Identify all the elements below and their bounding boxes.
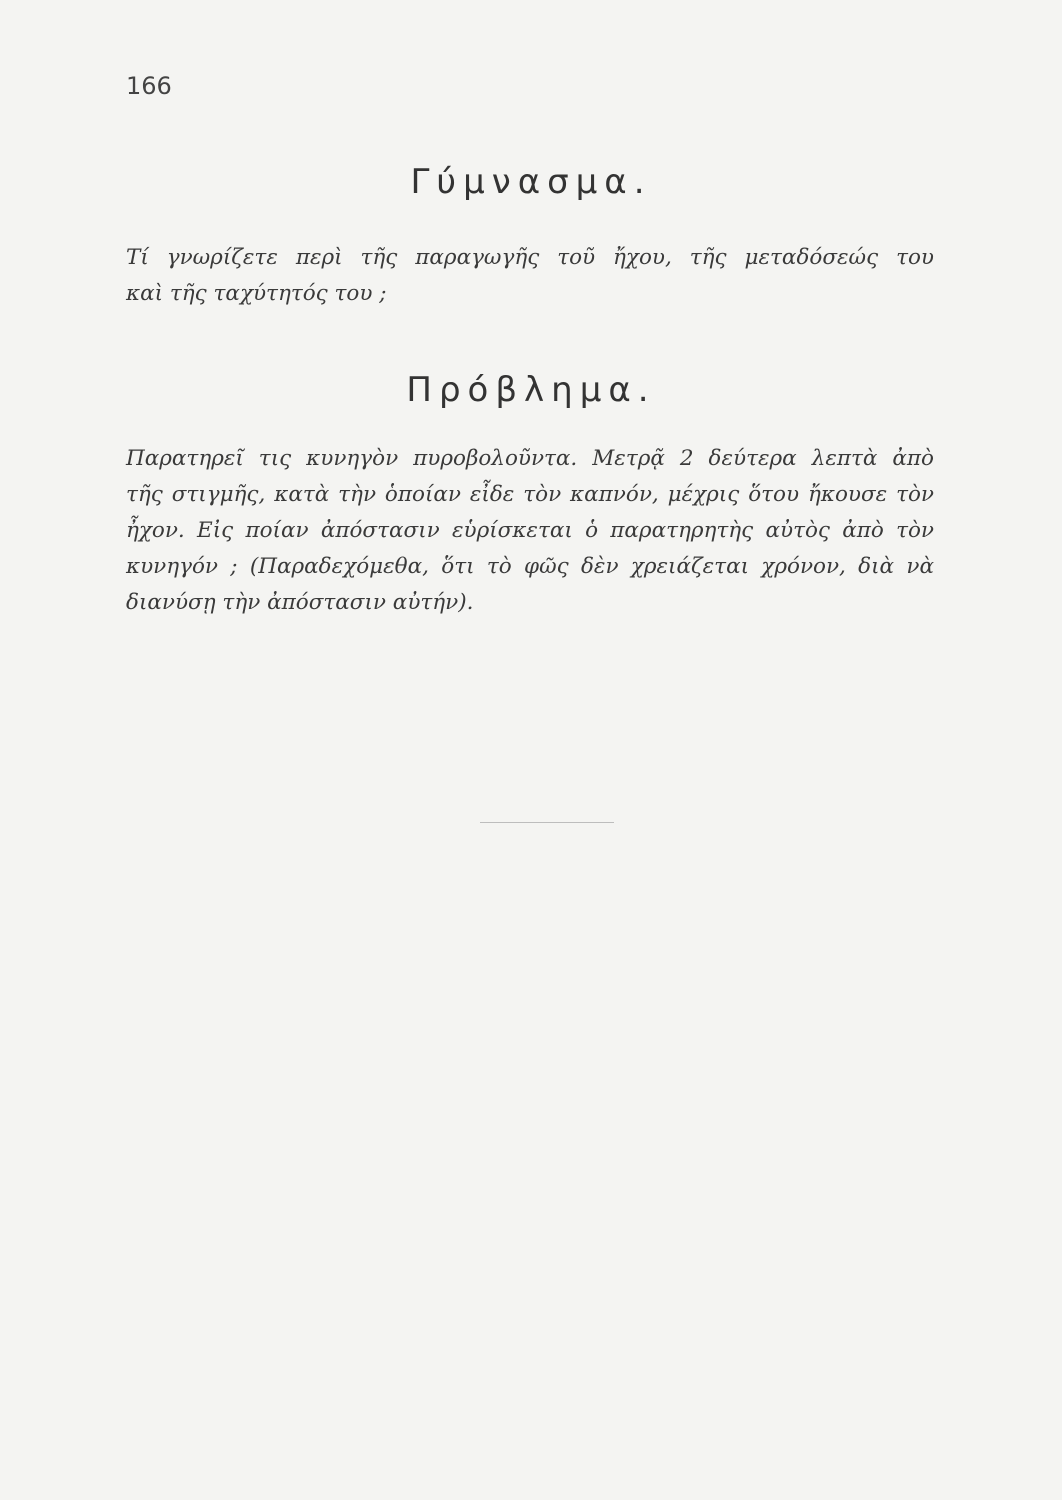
problem-text [126, 441, 934, 621]
problem-line: κυνηγόν ; (Παραδεχόμεθα, ὅτι τὸ φῶς δὲν χρειάζεται χρόνον, διὰ νὰ [126, 554, 934, 579]
exercise-line: Τί γνωρίζετε περὶ τῆς παραγωγῆς τοῦ ἤχου, τῆς μεταδόσεώς του [126, 245, 934, 270]
problem-heading: Πρόβλημα. [406, 370, 656, 410]
problem-line: τῆς στιγμῆς, κατὰ τὴν ὁποίαν εἶδε τὸν καπνόν, μέχρις ὅτου ἤκουσε τὸν [126, 482, 934, 507]
exercise-line: καὶ τῆς ταχύτητός του ; [126, 281, 387, 306]
exercise-heading: Γύμνασμα. [410, 162, 652, 202]
separator-rule [480, 822, 614, 823]
problem-line: διανύσῃ τὴν ἀπόστασιν αὐτήν). [126, 590, 474, 615]
problem-line: ἦχον. Εἰς ποίαν ἀπόστασιν εὑρίσκεται ὁ παρατηρητὴς αὐτὸς ἀπὸ τὸν [126, 518, 934, 543]
page-number: 166 [126, 72, 172, 100]
problem-line: Παρατηρεῖ τις κυνηγὸν πυροβολοῦντα. Μετρᾷ 2 δεύτερα λεπτὰ ἀπὸ [126, 446, 934, 471]
exercise-text [126, 240, 934, 312]
